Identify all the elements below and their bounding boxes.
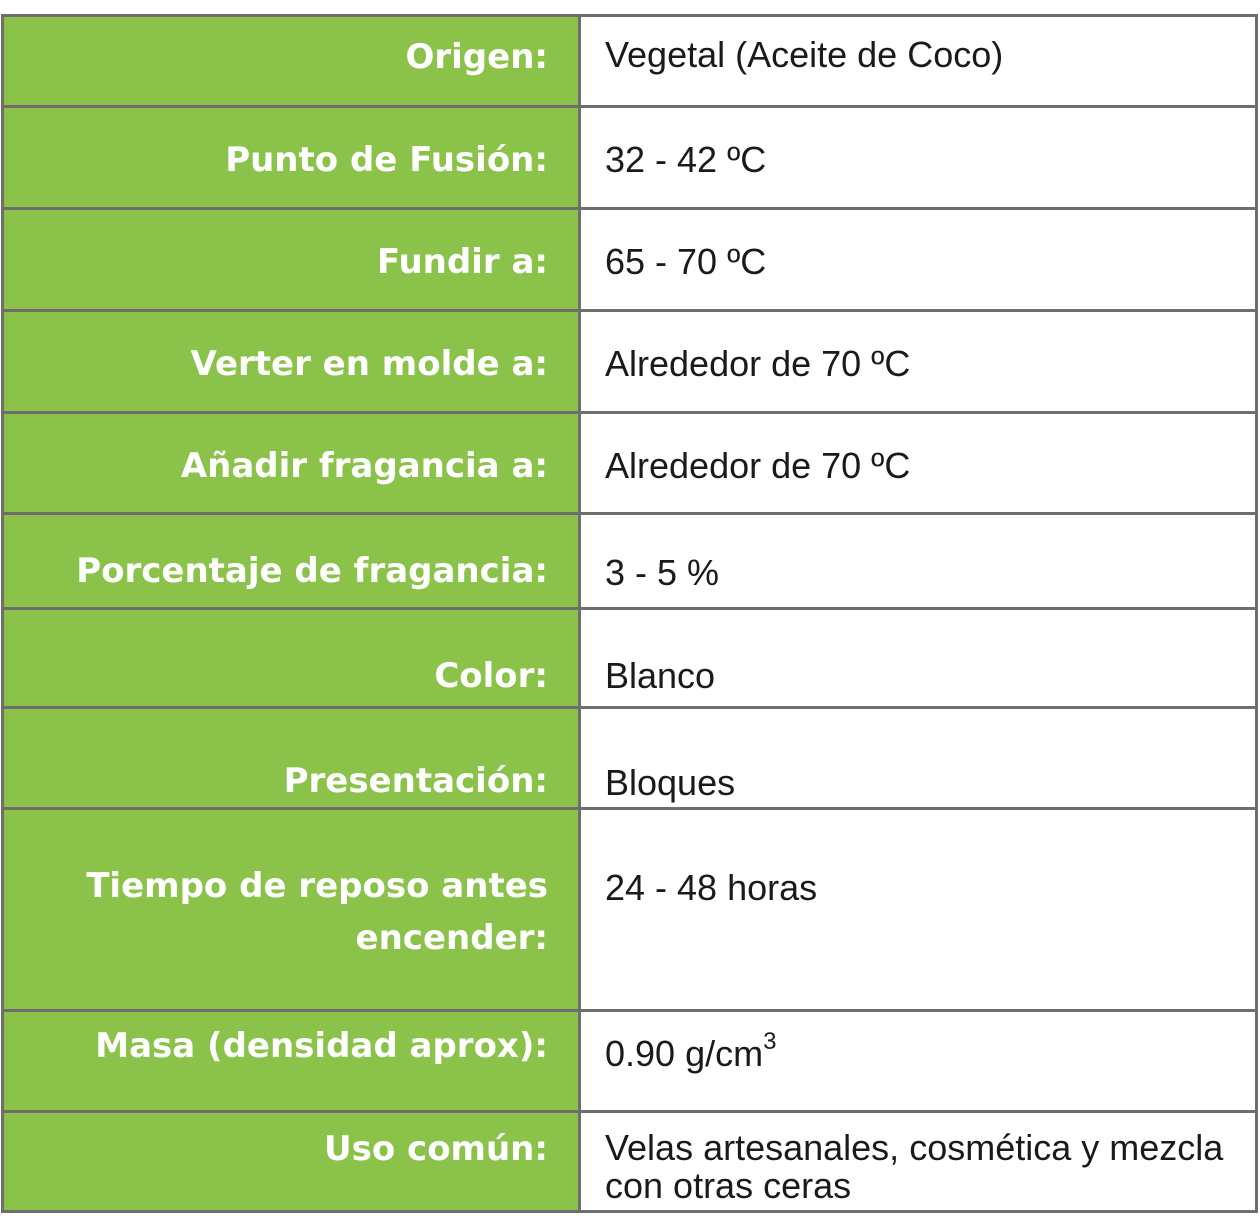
spec-table [1, 14, 1258, 1213]
table-row [3, 413, 1257, 514]
row-value: 32 - 42 ºC [580, 107, 1257, 209]
row-label: Color: [3, 609, 580, 708]
row-value: Alrededor de 70 ºC [580, 413, 1257, 514]
table-row [3, 1112, 1257, 1212]
row-value: Velas artesanales, cosmética y mezcla con otras ceras [580, 1112, 1257, 1212]
row-label: Presentación: [3, 708, 580, 809]
row-value: Blanco [580, 609, 1257, 708]
row-label: Porcentaje de fragancia: [3, 514, 580, 609]
table-row [3, 514, 1257, 609]
row-value: Vegetal (Aceite de Coco) [580, 16, 1257, 107]
row-value: 24 - 48 horas [580, 809, 1257, 1011]
row-label: Verter en molde a: [3, 311, 580, 413]
table-row [3, 107, 1257, 209]
row-label: Fundir a: [3, 209, 580, 311]
table-row [3, 809, 1257, 1011]
table-row [3, 1011, 1257, 1112]
table-row [3, 311, 1257, 413]
row-label: Añadir fragancia a: [3, 413, 580, 514]
table-row [3, 708, 1257, 809]
row-label: Tiempo de reposo antes encender: [3, 809, 580, 1011]
row-label: Uso común: [3, 1112, 580, 1212]
table-row [3, 16, 1257, 107]
table-row [3, 609, 1257, 708]
table-row [3, 209, 1257, 311]
row-label: Masa (densidad aprox): [3, 1011, 580, 1112]
superscript: 3 [763, 1028, 777, 1055]
row-value: 0.90 $g/cm^3$ [580, 1011, 1257, 1112]
row-value: 3 - 5 % [580, 514, 1257, 609]
row-value: 65 - 70 ºC [580, 209, 1257, 311]
row-value: Bloques [580, 708, 1257, 809]
row-value: Alrededor de 70 ºC [580, 311, 1257, 413]
row-label: Origen: [3, 16, 580, 107]
row-label: Punto de Fusión: [3, 107, 580, 209]
